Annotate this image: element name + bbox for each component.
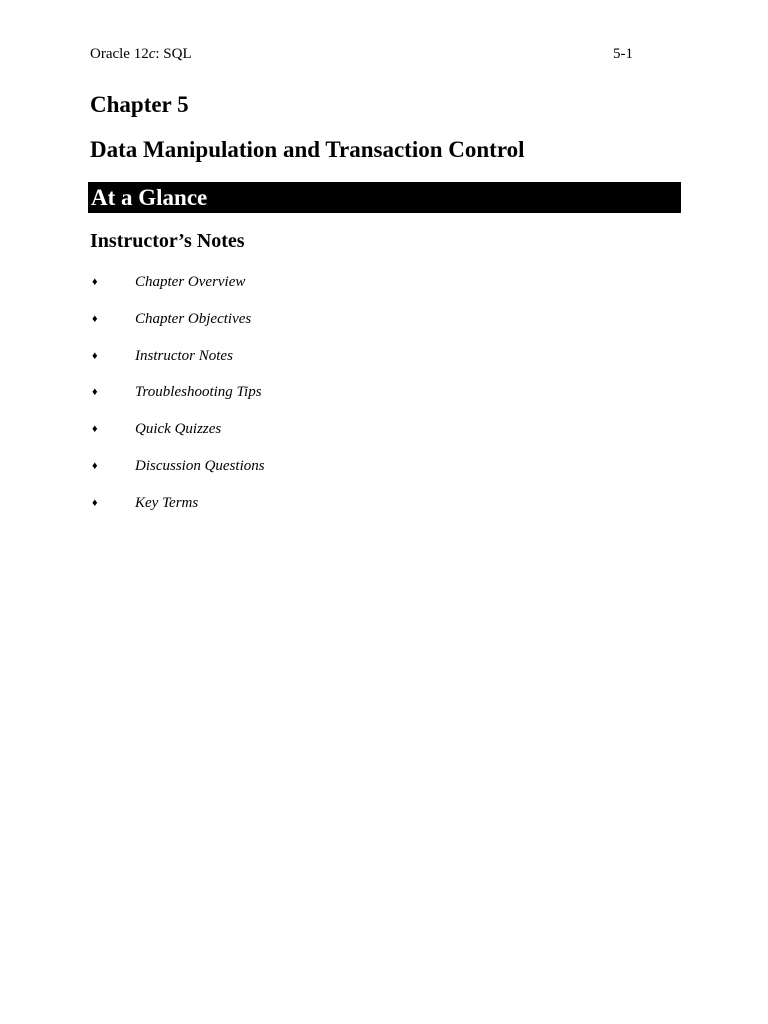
list-item xyxy=(90,345,265,382)
diamond-bullet-icon: ♦ xyxy=(92,386,98,399)
list-item-label: Key Terms xyxy=(135,494,199,511)
instructor-notes-list xyxy=(90,271,265,529)
diamond-bullet-icon: ♦ xyxy=(92,276,98,288)
header-book-title xyxy=(90,46,192,63)
instructor-notes-heading: Instructor’s Notes xyxy=(90,230,245,252)
diamond-bullet-icon: ♦ xyxy=(92,312,98,325)
list-item xyxy=(90,381,265,418)
list-item-label: Chapter Objectives xyxy=(135,310,252,327)
at-a-glance-banner xyxy=(88,182,681,213)
list-item-label: Chapter Overview xyxy=(135,274,246,290)
header-title-prefix: Oracle 12 xyxy=(90,46,149,62)
diamond-bullet-icon: ♦ xyxy=(92,496,98,509)
running-header xyxy=(90,46,633,63)
list-item-label: Quick Quizzes xyxy=(135,421,222,438)
header-title-italic: c xyxy=(148,46,156,62)
diamond-bullet-icon: ♦ xyxy=(92,423,98,436)
at-a-glance-title: At a Glance xyxy=(91,185,208,210)
chapter-title: Data Manipulation and Transaction Control xyxy=(90,137,525,162)
list-item-label: Troubleshooting Tips xyxy=(135,384,262,401)
list-item xyxy=(90,492,265,529)
list-item xyxy=(90,308,265,345)
list-item-label: Discussion Questions xyxy=(135,457,265,474)
diamond-bullet-icon: ♦ xyxy=(92,349,98,362)
list-item-label: Instructor Notes xyxy=(135,347,233,364)
chapter-number: Chapter 5 xyxy=(90,92,189,117)
list-item xyxy=(90,418,265,455)
list-item xyxy=(90,455,265,492)
diamond-bullet-icon: ♦ xyxy=(92,459,98,472)
header-page-number: 5-1 xyxy=(613,46,633,62)
list-item xyxy=(90,271,265,308)
header-title-suffix: : SQL xyxy=(155,46,192,62)
